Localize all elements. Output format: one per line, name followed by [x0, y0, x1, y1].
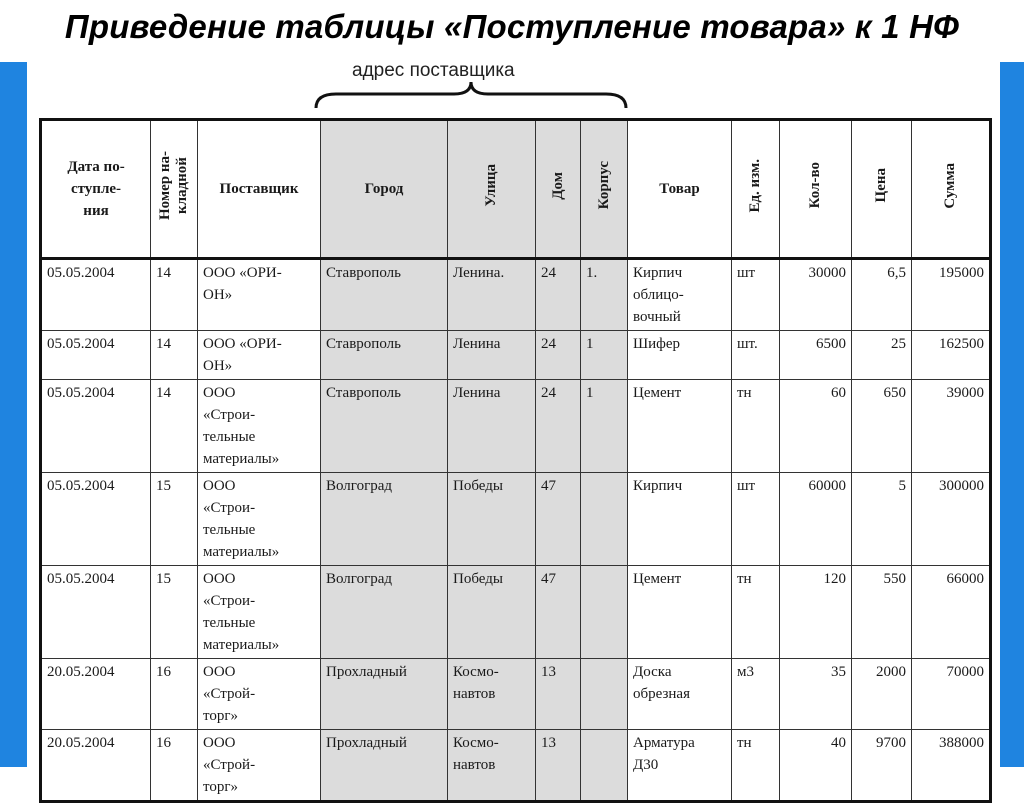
cell-price: 6,5 [852, 259, 912, 331]
cell-product [628, 331, 732, 380]
cell-qty: 6500 [780, 331, 852, 380]
cell-house: 13 [536, 730, 581, 802]
table-row [41, 473, 991, 566]
cell-street-line: навтов [453, 686, 496, 702]
cell-city: Прохладный [321, 730, 448, 802]
header-invoice-line: кладной [174, 157, 190, 214]
cell-price: 25 [852, 331, 912, 380]
cell-supplier [198, 659, 321, 730]
cell-invoice: 14 [151, 331, 198, 380]
cell-unit: шт [732, 473, 780, 566]
slide-title: Приведение таблицы «Поступление товара» к 1 НФ [64, 8, 960, 45]
cell-street-line: Победы [453, 571, 503, 587]
cell-street-line: Ленина. [453, 265, 505, 281]
cell-street [448, 566, 536, 659]
cell-street-line: Ленина [453, 336, 501, 352]
header-date [41, 120, 151, 259]
cell-supplier-line: торг» [203, 708, 239, 724]
cell-house: 24 [536, 380, 581, 473]
cell-product-line: обрезная [633, 686, 690, 702]
cell-street-line: навтов [453, 757, 496, 773]
cell-qty: 60 [780, 380, 852, 473]
cell-street-line: Ленина [453, 385, 501, 401]
cell-sum: 388000 [912, 730, 991, 802]
header-street [448, 120, 536, 259]
cell-supplier-line: ООО «ОРИ- [203, 336, 282, 352]
cell-product-line: облицо- [633, 287, 684, 303]
table-row [41, 331, 991, 380]
cell-street [448, 380, 536, 473]
cell-supplier [198, 566, 321, 659]
cell-supplier-line: тельные [203, 615, 256, 631]
header-unit [732, 120, 780, 259]
table-header-row [41, 120, 991, 259]
header-invoice [151, 120, 198, 259]
cell-street-line: Победы [453, 478, 503, 494]
cell-sum: 66000 [912, 566, 991, 659]
table-row [41, 380, 991, 473]
cell-house: 47 [536, 566, 581, 659]
cell-supplier-line: «Строи- [203, 593, 256, 609]
header-unit-text: Ед. изм. [747, 158, 763, 213]
cell-supplier-line: материалы» [203, 637, 280, 653]
cell-date: 05.05.2004 [41, 473, 151, 566]
cell-building [581, 566, 628, 659]
cell-supplier-line: ОН» [203, 358, 233, 374]
cell-street [448, 259, 536, 331]
cell-product-line: Доска [633, 664, 672, 680]
header-city: Город [321, 120, 448, 259]
cell-supplier-line: материалы» [203, 544, 280, 560]
cell-product-line: Шифер [633, 336, 681, 352]
cell-invoice: 15 [151, 566, 198, 659]
cell-invoice: 14 [151, 380, 198, 473]
cell-product-line: Арматура [633, 735, 695, 751]
header-date-line: Дата по- [67, 159, 125, 175]
table-row [41, 730, 991, 802]
right-blue-border [1000, 62, 1024, 767]
header-supplier: Поставщик [198, 120, 321, 259]
header-building-text: Корпус [595, 161, 612, 210]
cell-supplier-line: тельные [203, 429, 256, 445]
cell-supplier-line: «Строи- [203, 407, 256, 423]
cell-qty: 35 [780, 659, 852, 730]
header-house [536, 120, 581, 259]
table-row [41, 659, 991, 730]
cell-supplier-line: «Строи- [203, 500, 256, 516]
cell-price: 550 [852, 566, 912, 659]
cell-sum: 162500 [912, 331, 991, 380]
header-sum-text: Сумма [942, 162, 958, 209]
cell-building [581, 659, 628, 730]
cell-date: 05.05.2004 [41, 566, 151, 659]
cell-city: Ставрополь [321, 331, 448, 380]
cell-city: Волгоград [321, 566, 448, 659]
cell-supplier-line: тельные [203, 522, 256, 538]
cell-house: 47 [536, 473, 581, 566]
supplier-address-label: адрес поставщика [352, 60, 515, 81]
cell-building [581, 473, 628, 566]
cell-product [628, 730, 732, 802]
cell-invoice: 16 [151, 659, 198, 730]
cell-supplier [198, 331, 321, 380]
cell-qty: 120 [780, 566, 852, 659]
cell-street [448, 659, 536, 730]
cell-product [628, 566, 732, 659]
cell-supplier-line: ООО «ОРИ- [203, 265, 282, 281]
cell-supplier [198, 380, 321, 473]
cell-product-line: Кирпич [633, 265, 683, 281]
cell-unit: м3 [732, 659, 780, 730]
cell-building: 1 [581, 331, 628, 380]
cell-price: 9700 [852, 730, 912, 802]
cell-qty: 40 [780, 730, 852, 802]
cell-city: Волгоград [321, 473, 448, 566]
cell-supplier-line: материалы» [203, 451, 280, 467]
cell-supplier [198, 730, 321, 802]
cell-unit: шт [732, 259, 780, 331]
cell-product [628, 380, 732, 473]
cell-supplier-line: ООО [203, 385, 236, 401]
cell-product-line: Цемент [633, 385, 682, 401]
cell-sum: 39000 [912, 380, 991, 473]
cell-street [448, 730, 536, 802]
cell-product-line: вочный [633, 309, 681, 325]
cell-product-line: Цемент [633, 571, 682, 587]
cell-city: Ставрополь [321, 380, 448, 473]
cell-product-line: Д30 [633, 757, 659, 773]
cell-supplier-line: «Строй- [203, 757, 256, 773]
cell-street-line: Космо- [453, 735, 499, 751]
cell-street-line: Космо- [453, 664, 499, 680]
cell-date: 05.05.2004 [41, 380, 151, 473]
cell-supplier-line: ООО [203, 664, 236, 680]
header-sum [912, 120, 991, 259]
table-row [41, 566, 991, 659]
header-street-text: Улица [483, 164, 499, 207]
cell-date: 20.05.2004 [41, 659, 151, 730]
left-blue-border [0, 62, 27, 767]
cell-qty: 30000 [780, 259, 852, 331]
cell-unit: тн [732, 380, 780, 473]
cell-supplier-line: ООО [203, 735, 236, 751]
cell-qty: 60000 [780, 473, 852, 566]
cell-house: 24 [536, 331, 581, 380]
cell-sum: 195000 [912, 259, 991, 331]
cell-city: Ставрополь [321, 259, 448, 331]
cell-product-line: Кирпич [633, 478, 683, 494]
cell-building: 1. [581, 259, 628, 331]
cell-building: 1 [581, 380, 628, 473]
header-qty [780, 120, 852, 259]
cell-date: 20.05.2004 [41, 730, 151, 802]
cell-price: 2000 [852, 659, 912, 730]
table-row [41, 259, 991, 331]
cell-house: 24 [536, 259, 581, 331]
cell-street [448, 473, 536, 566]
cell-price: 5 [852, 473, 912, 566]
cell-product [628, 259, 732, 331]
cell-supplier-line: ООО [203, 571, 236, 587]
cell-unit: тн [732, 730, 780, 802]
cell-invoice: 15 [151, 473, 198, 566]
cell-unit: шт. [732, 331, 780, 380]
cell-street [448, 331, 536, 380]
header-invoice-text [157, 151, 191, 220]
cell-date: 05.05.2004 [41, 331, 151, 380]
cell-supplier [198, 473, 321, 566]
header-house-text: Дом [549, 171, 566, 200]
cell-supplier-line: «Строй- [203, 686, 256, 702]
cell-supplier-line: ООО [203, 478, 236, 494]
cell-product [628, 659, 732, 730]
cell-building [581, 730, 628, 802]
header-price [852, 120, 912, 259]
cell-invoice: 14 [151, 259, 198, 331]
header-price-text: Цена [873, 168, 889, 203]
cell-city: Прохладный [321, 659, 448, 730]
cell-invoice: 16 [151, 730, 198, 802]
cell-house: 13 [536, 659, 581, 730]
cell-price: 650 [852, 380, 912, 473]
header-building [581, 120, 628, 259]
cell-supplier-line: ОН» [203, 287, 233, 303]
header-qty-text: Кол-во [807, 162, 823, 209]
cell-unit: тн [732, 566, 780, 659]
cell-supplier-line: торг» [203, 779, 239, 795]
header-date-line: ступле- [70, 181, 122, 197]
cell-sum: 300000 [912, 473, 991, 566]
cell-sum: 70000 [912, 659, 991, 730]
cell-supplier [198, 259, 321, 331]
header-date-line: ния [83, 203, 109, 219]
goods-receipt-table [39, 118, 992, 803]
header-product: Товар [628, 120, 732, 259]
curly-brace-icon [314, 80, 628, 110]
cell-product [628, 473, 732, 566]
cell-date: 05.05.2004 [41, 259, 151, 331]
header-invoice-line: Номер на- [157, 151, 173, 220]
